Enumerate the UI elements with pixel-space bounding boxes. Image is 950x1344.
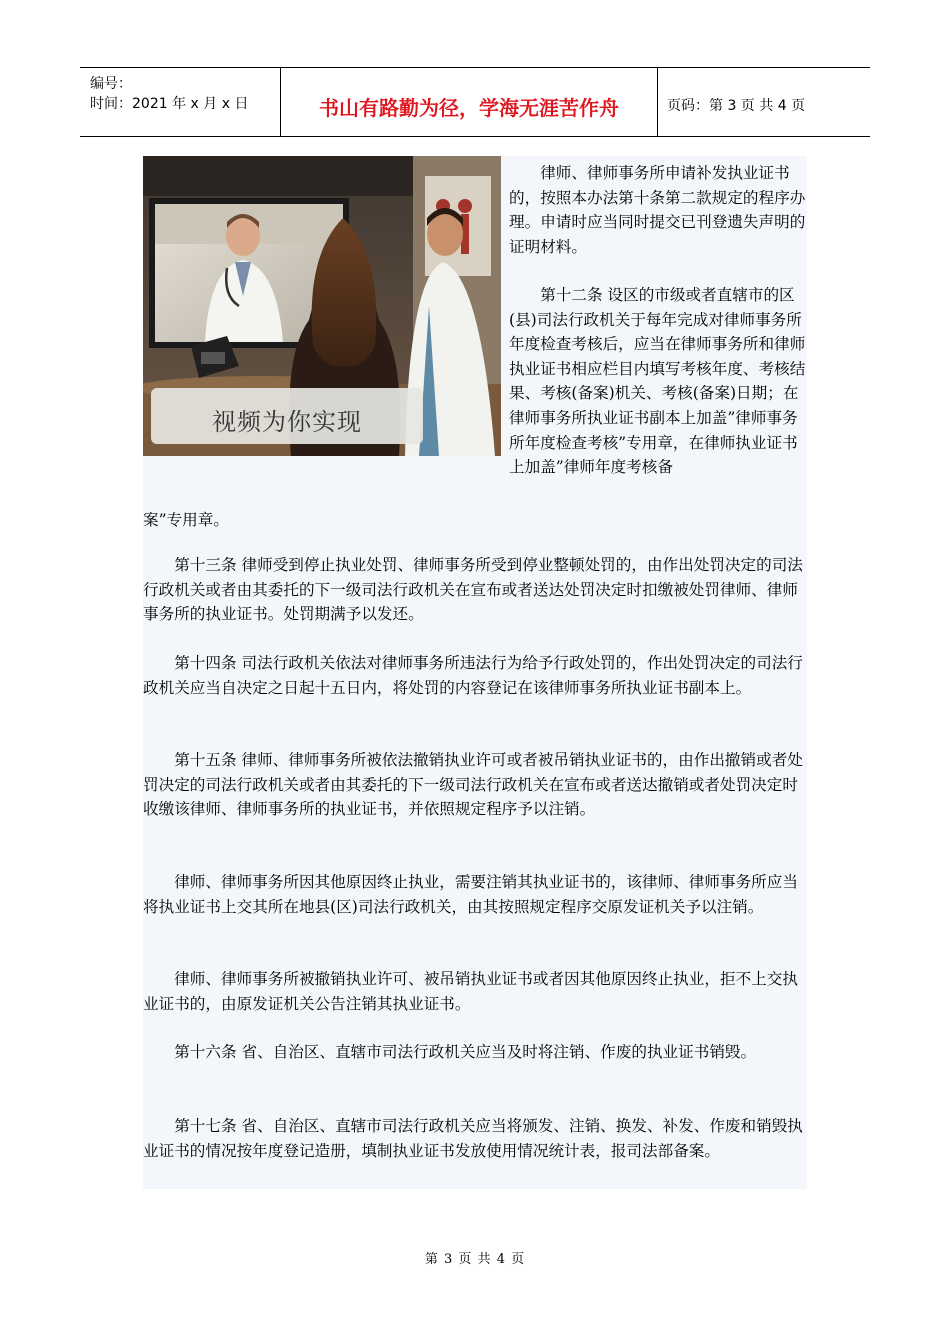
paragraph-article-16: 第十六条 省、自治区、直辖市司法行政机关应当及时将注销、作废的执业证书销毁。 xyxy=(174,1043,757,1061)
document-number-label: 编号： xyxy=(90,76,132,92)
paragraph-article-13: 第十三条 律师受到停止执业处罚、律师事务所受到停业整顿处罚的，由作出处罚决定的司法行政机关或者由其委托的下一级司法行政机关在宣布或者送达处罚决定时扣缴被处罚律师、律师事务所的执业证书。处罚期满予以发还。 xyxy=(143,556,803,624)
header-motto-cell xyxy=(280,68,658,136)
document-date-label: 时间：2021 年 x 月 x 日 xyxy=(90,96,249,112)
paragraph-article-15: 第十五条 律师、律师事务所被依法撤销执业许可或者被吊销执业证书的，由作出撤销或者处罚决定的司法行政机关或者由其委托的下一级司法行政机关在宣布或者送达撤销或者处罚决定时收缴该律师、律师事务所的执业证书，并依照规定程序予以注销。 xyxy=(143,751,803,819)
paragraph-article-12-continuation: 案”专用章。 xyxy=(143,511,229,529)
document-body xyxy=(143,156,807,1189)
paragraph-article-12: 第十二条 设区的市级或者直辖市的区(县)司法行政机关于每年完成对律师事务所年度检查考核后，应当在律师事务所和律师执业证书相应栏目内填写考核年度、考核结果、考核(备案)机关、考核(备案)日期；在律师事务所执业证书副本上加盖”律师事务所年度检查考核”专用章，在律师执业证书上加盖”律师年度考核备 xyxy=(509,286,806,477)
header-meta xyxy=(80,68,280,136)
photo-caption: 视频为你实现 xyxy=(212,408,362,436)
header-page-cell xyxy=(657,68,870,136)
paragraph-article-17: 第十七条 省、自治区、直辖市司法行政机关应当将颁发、注销、换发、补发、作废和销毁执业证书的情况按年度登记造册，填制执业证书发放使用情况统计表，报司法部备案。 xyxy=(143,1117,803,1160)
paragraph-termination: 律师、律师事务所因其他原因终止执业，需要注销其执业证书的，该律师、律师事务所应当将执业证书上交其所在地县(区)司法行政机关，由其按照规定程序交原发证机关予以注销。 xyxy=(143,873,798,916)
photo-caption-box xyxy=(151,388,423,444)
header-page-label: 页码：第 3 页 共 4 页 xyxy=(667,98,806,114)
paragraph-reissue: 律师、律师事务所申请补发执业证书的，按照本办法第十条第二款规定的程序办理。申请时应当同时提交已刊登遗失声明的证明材料。 xyxy=(509,164,806,256)
paragraph-refusal: 律师、律师事务所被撤销执业许可、被吊销执业证书或者因其他原因终止执业，拒不上交执业证书的，由原发证机关公告注销其执业证书。 xyxy=(143,970,798,1013)
video-conference-photo xyxy=(143,156,501,456)
header-motto: 书山有路勤为径，学海无涯苦作舟 xyxy=(319,96,619,120)
page-footer: 第 3 页 共 4 页 xyxy=(424,1252,526,1267)
header-table xyxy=(80,67,870,137)
paragraph-article-14: 第十四条 司法行政机关依法对律师事务所违法行为给予行政处罚的，作出处罚决定的司法行政机关应当自决定之日起十五日内，将处罚的内容登记在该律师事务所执业证书副本上。 xyxy=(143,654,803,697)
